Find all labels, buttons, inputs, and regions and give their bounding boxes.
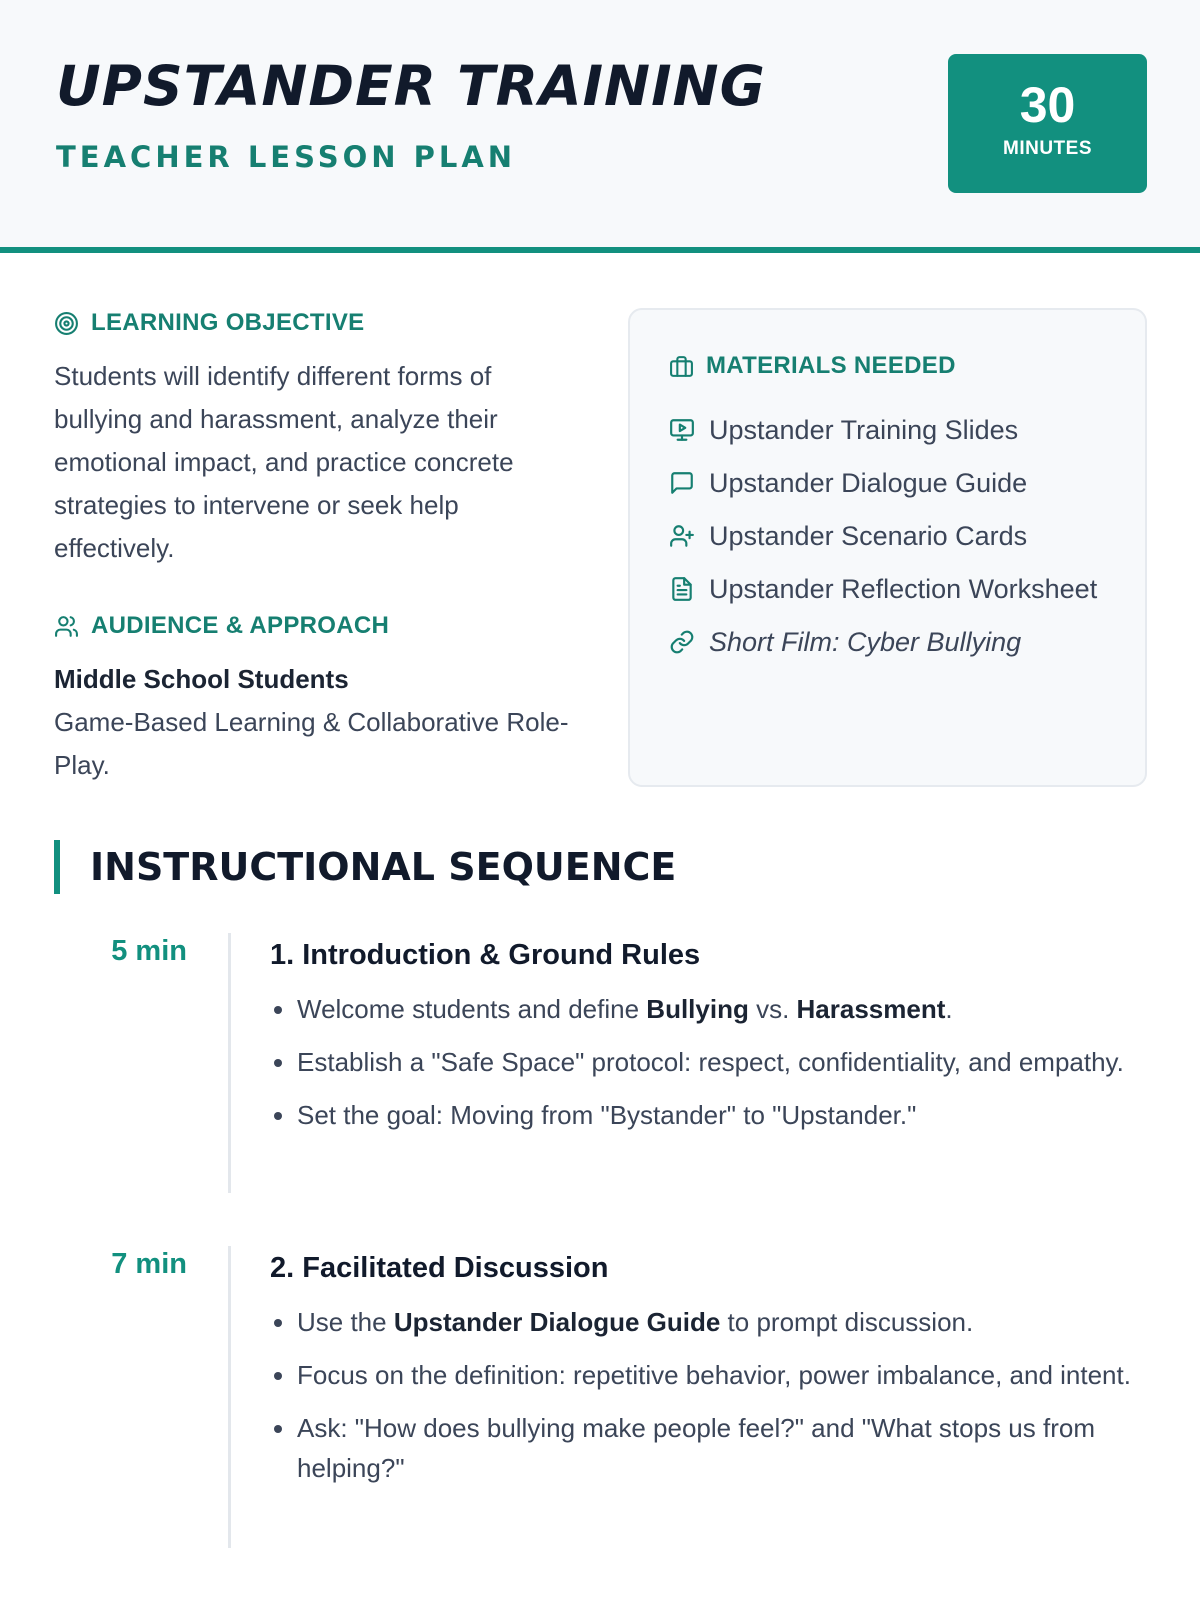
material-item-scenario-cards [669,516,1109,556]
audience-heading: AUDIENCE & APPROACH [91,612,390,639]
text-segment: Focus on the definition: repetitive behavior, power imbalance, and intent. [297,1360,1131,1390]
material-item-short-film[interactable] [669,622,1109,662]
page-title: UPSTANDER TRAINING [56,54,766,118]
duration-badge [948,54,1147,193]
audience-label [54,612,389,640]
materials-label [669,352,956,380]
material-item-reflection-worksheet [669,569,1109,609]
step-divider [228,1246,231,1548]
document-icon [669,576,695,602]
step-list [270,989,1150,1135]
briefcase-icon [669,354,694,379]
step-divider [228,933,231,1193]
learning-objective-text: Students will identify different forms of bullying and harassment, analyze their emotional impact, and practice concrete strategies to intervene or seek help effectively. [54,361,514,563]
step-list-item [297,1095,1150,1135]
text-segment: vs. [748,994,797,1024]
link-icon [669,629,695,655]
material-label: Upstander Scenario Cards [709,521,1028,551]
text-segment: Use the [297,1307,394,1337]
page-subtitle: TEACHER LESSON PLAN [56,140,517,174]
step-body [270,933,1150,1148]
step-time: 5 min [111,935,187,967]
materials-card [628,308,1147,787]
text-segment: . [945,994,953,1024]
material-label: Upstander Dialogue Guide [709,468,1028,498]
text-segment: Ask: "How does bullying make people feel?" and "What stops us from helping?" [297,1413,1095,1483]
message-icon [669,470,695,496]
step-list-item [297,1355,1150,1395]
presentation-icon [669,417,695,443]
text-segment: Welcome students and define [297,994,647,1024]
duration-value: 30 [1019,77,1076,133]
learning-objective-heading: LEARNING OBJECTIVE [91,309,365,336]
sequence-step-2 [54,1246,1154,1548]
material-label: Upstander Training Slides [709,415,1019,445]
materials-heading: MATERIALS NEEDED [706,352,956,379]
sequence-title: INSTRUCTIONAL SEQUENCE [54,840,676,894]
step-body [270,1246,1150,1501]
step-list-item [297,1302,1150,1342]
header [0,0,1200,253]
step-list-item [297,1042,1150,1082]
target-icon [54,311,79,336]
text-segment: Set the goal: Moving from "Bystander" to "Upstander." [297,1100,917,1130]
step-list-item [297,1408,1150,1488]
step-title: 1. Introduction & Ground Rules [270,939,701,971]
step-title: 2. Facilitated Discussion [270,1252,609,1284]
step-time: 7 min [111,1248,187,1280]
learning-objective-label [54,309,364,337]
user-plus-icon [669,523,695,549]
step-list [270,1302,1150,1488]
text-segment: Establish a "Safe Space" protocol: respect, confidentiality, and empathy. [297,1047,1124,1077]
audience-approach: Game-Based Learning & Collaborative Role-Play. [54,707,569,780]
duration-unit: MINUTES [1003,138,1092,159]
emphasis-text: Upstander Dialogue Guide [393,1307,721,1337]
users-icon [54,614,79,639]
materials-list [669,410,1109,675]
material-label: Upstander Reflection Worksheet [709,574,1098,604]
text-segment: to prompt discussion. [720,1307,974,1337]
material-item-slides [669,410,1109,450]
audience-group: Middle School Students [54,664,349,694]
material-item-dialogue-guide [669,463,1109,503]
emphasis-text: Bullying [646,994,749,1024]
sequence-step-1 [54,933,1154,1193]
emphasis-text: Harassment [796,994,946,1024]
step-list-item [297,989,1150,1029]
short-film-link[interactable]: Short Film: Cyber Bullying [709,627,1022,657]
